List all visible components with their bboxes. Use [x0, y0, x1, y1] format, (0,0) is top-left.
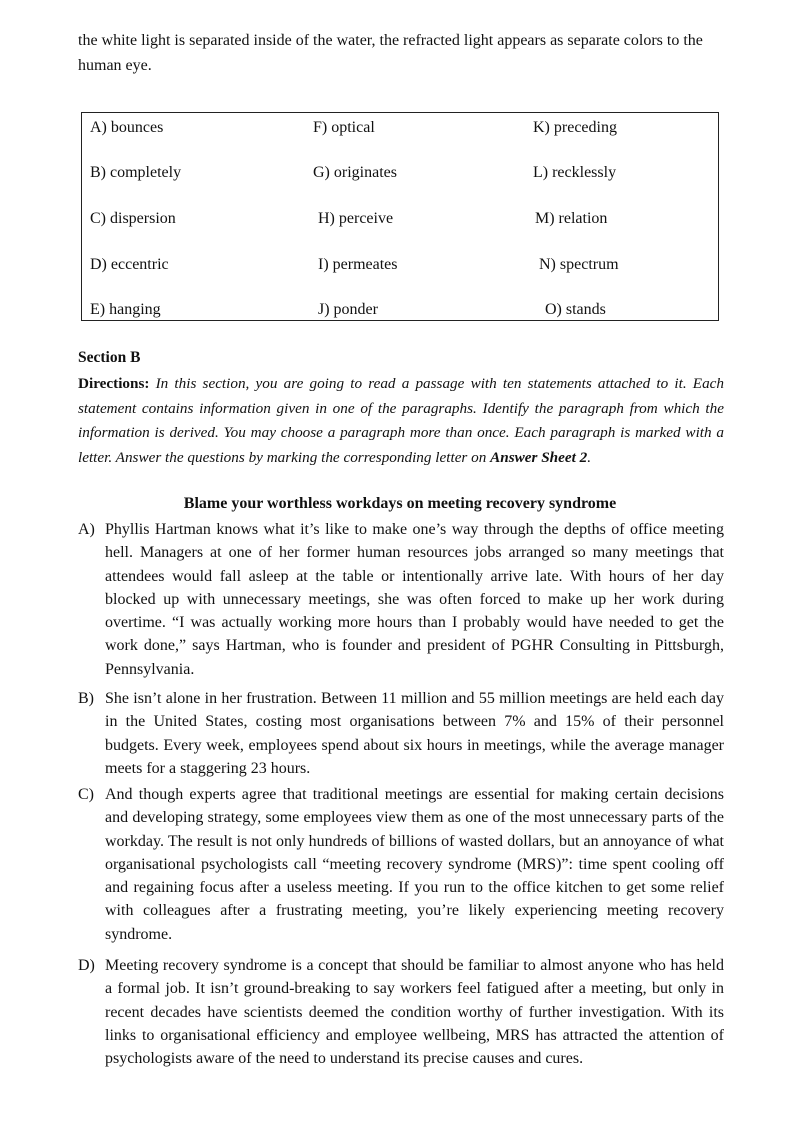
word-option: O) stands [545, 301, 606, 318]
directions-period: . [587, 448, 591, 466]
word-option: K) preceding [533, 119, 617, 136]
intro-text: the white light is separated inside of the water, the refracted light appears as separate colors to the human eye. [78, 32, 703, 74]
paragraph-text: She isn’t alone in her frustration. Between 11 million and 55 million meetings are held each day in the United States, costing most organisations between 7% and 15% of their personnel budgets. Every week, employees spend about six hours in meetings, while the average manager meets for a staggering 23 hours. [105, 690, 724, 777]
paragraph-text: Meeting recovery syndrome is a concept that should be familiar to almost anyone who has held a formal job. It isn’t ground-breaking to say workers feel fatigued after a meeting, but only in recent decades have scientists deemed the condition worthy of further investigation. With its links to organisational efficiency and employee wellbeing, MRS has attracted the attention of psychologists aware of the need to understand its precise causes and cures. [105, 957, 724, 1068]
word-option: A) bounces [90, 119, 164, 136]
paragraph-b [78, 687, 724, 780]
word-option: N) spectrum [539, 256, 619, 273]
word-option: D) eccentric [90, 256, 169, 273]
paragraph-c [78, 783, 724, 946]
paragraph-text: Phyllis Hartman knows what it’s like to make one’s way through the depths of office meeting hell. Managers at one of her former human resources jobs arranged so many meetings that attendees would fall asleep at the table or intentionally arrive late. With hours of her day blocked up with unnecessary meetings, she was often forced to make up her work during overtime. “I was actually working more hours than I probably would have needed to get the work done,” says Hartman, who is founder and president of PGHR Consulting in Pittsburgh, Pennsylvania. [105, 521, 724, 678]
directions [78, 372, 724, 470]
paragraph-a [78, 518, 724, 681]
paragraph-d [78, 954, 724, 1070]
word-option: F) optical [313, 119, 375, 136]
word-option: J) ponder [318, 301, 378, 318]
word-bank-row [82, 256, 718, 278]
paragraph-letter: A) [78, 521, 95, 538]
word-option: H) perceive [318, 210, 394, 227]
word-bank-row [82, 301, 718, 323]
answer-sheet-label: Answer Sheet 2 [490, 448, 588, 466]
word-bank-table [81, 112, 719, 321]
word-option: G) originates [313, 164, 397, 181]
directions-text: In this section, you are going to read a passage with ten statements attached to it. Each statement contains information given in one of the paragraphs. Identify the paragraph from which the information is derived. You may choose a paragraph more than once. Each paragraph is marked with a letter. Answer the questions by marking the corresponding letter on [78, 375, 724, 466]
section-title: Section B [78, 349, 141, 366]
directions-label: Directions: [78, 375, 150, 392]
word-option: M) relation [535, 210, 608, 227]
paragraph-letter: C) [78, 786, 94, 803]
article-title: Blame your worthless workdays on meeting recovery syndrome [183, 495, 617, 512]
word-bank-row [82, 164, 718, 186]
paragraph-letter: B) [78, 690, 94, 707]
word-option: I) permeates [318, 256, 398, 273]
paragraph-text: And though experts agree that traditional meetings are essential for making certain decisions and developing strategy, some employees view them as one of the most unnecessary parts of the workday. The result is not only hundreds of billions of wasted dollars, but an annoyance of what organisational psychologists call “meeting recovery syndrome (MRS)”: time spent cooling off and regaining focus after a useless meeting. If you run to the office kitchen to get some relief with colleagues after a frustrating meeting, you’re likely experiencing meeting recovery syndrome. [105, 786, 724, 943]
word-bank-row [82, 119, 718, 141]
paragraph-letter: D) [78, 957, 95, 974]
word-option: L) recklessly [533, 164, 617, 181]
word-option: C) dispersion [90, 210, 176, 227]
word-bank-row [82, 210, 718, 232]
word-option: B) completely [90, 164, 182, 181]
word-option: E) hanging [90, 301, 161, 318]
